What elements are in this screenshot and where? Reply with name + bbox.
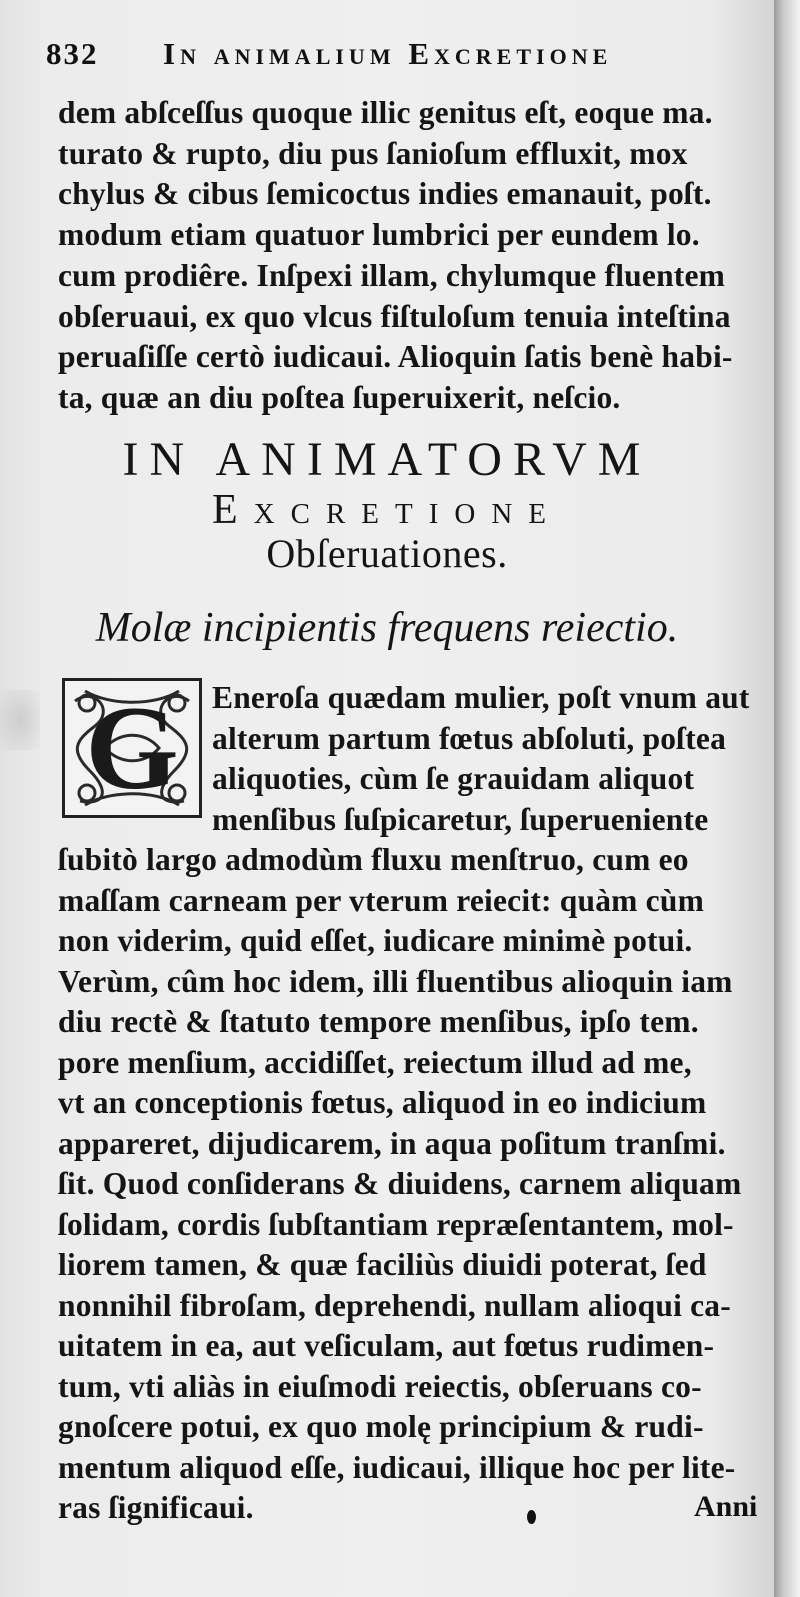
- page-header: [46, 36, 746, 80]
- text-line: gnoſcere potui, ex quo molę principium & rudi-: [58, 1409, 704, 1444]
- text-line: ſubitò largo admodùm fluxu menſtruo, cum eo: [58, 842, 689, 877]
- text-line: nonnihil fibroſam, deprehendi, nullam alioqui ca-: [58, 1288, 731, 1323]
- text-line: pore menſium, accidiſſet, reiectum illud ad me,: [58, 1045, 692, 1080]
- text-line: menſibus ſuſpicaretur, ſuperueniente: [212, 802, 709, 837]
- text-line: mentum aliquod eſſe, iudicaui, illique hoc per lite-: [58, 1450, 736, 1485]
- text-line: chylus & cibus ſemicoctus indies emanauit, poſt.: [58, 176, 712, 211]
- text-line: ras ſignificaui.: [58, 1490, 254, 1525]
- text-line: alterum partum fœtus abſoluti, poſtea: [212, 721, 727, 756]
- text-line: tum, vti aliàs in eiuſmodi reiectis, obſeruans co-: [58, 1369, 702, 1404]
- ornamental-initial-icon: [62, 678, 202, 818]
- text-line: appareret, dijudicarem, in aqua poſitum tranſmi.: [58, 1126, 726, 1161]
- catchword: Anni: [694, 1490, 758, 1523]
- ink-speck: [527, 1510, 536, 1524]
- text-line: cum prodiêre. Inſpexi illam, chylumque fluentem: [58, 258, 726, 293]
- text-line: aliquoties, cùm ſe grauidam aliquot: [212, 761, 695, 796]
- text-line: uitatem in ea, aut veſiculam, aut fœtus rudimen-: [58, 1328, 715, 1363]
- text-line: dem abſceſſus quoque illic genitus eſt, eoque ma.: [58, 95, 713, 130]
- text-line: obſeruaui, ex quo vlcus fiſtuloſum tenuia inteſtina: [58, 299, 731, 334]
- text-line: ta, quæ an diu poſtea ſuperuixerit, neſcio.: [58, 380, 621, 415]
- text-line: modum etiam quatuor lumbrici per eundem lo.: [58, 217, 700, 252]
- page-stain: [0, 690, 40, 750]
- page-edge-shadow: [774, 0, 800, 1597]
- running-title: In animalium Excretione: [163, 36, 613, 71]
- observation-subtitle: Molæ incipientis frequens reiectio.: [95, 605, 679, 651]
- section-title-line-2: Excretione: [212, 487, 562, 533]
- section-title-line-1: IN ANIMATORVM: [122, 433, 652, 486]
- text-line: non viderim, quid eſſet, iudicare minimè potui.: [58, 923, 693, 958]
- text-line: diu rectè & ſtatuto tempore menſibus, ipſo tem.: [58, 1004, 699, 1039]
- section-title-line-3: Obſeruationes.: [266, 531, 508, 576]
- initial-letter: G: [85, 681, 179, 814]
- text-line: ſolidam, cordis ſubſtantiam repræſentantem, mol-: [58, 1207, 734, 1242]
- text-line: vt an conceptionis fœtus, aliquod in eo indicium: [58, 1085, 707, 1120]
- text-line: ſit. Quod conſiderans & diuidens, carnem aliquam: [58, 1166, 742, 1201]
- page-number: 832: [46, 36, 99, 71]
- text-line: Eneroſa quædam mulier, poſt vnum aut: [212, 680, 750, 715]
- text-line: turato & rupto, diu pus ſanioſum effluxit, mox: [58, 136, 688, 171]
- text-line: maſſam carneam per vterum reiecit: quàm cùm: [58, 883, 705, 918]
- text-line: liorem tamen, & quæ faciliùs diuidi poterat, ſed: [58, 1247, 707, 1282]
- text-line: peruaſiſſe certò iudicaui. Alioquin ſatis benè habi-: [58, 339, 733, 374]
- text-line: Verùm, cûm hoc idem, illi fluentibus alioquin iam: [58, 964, 733, 999]
